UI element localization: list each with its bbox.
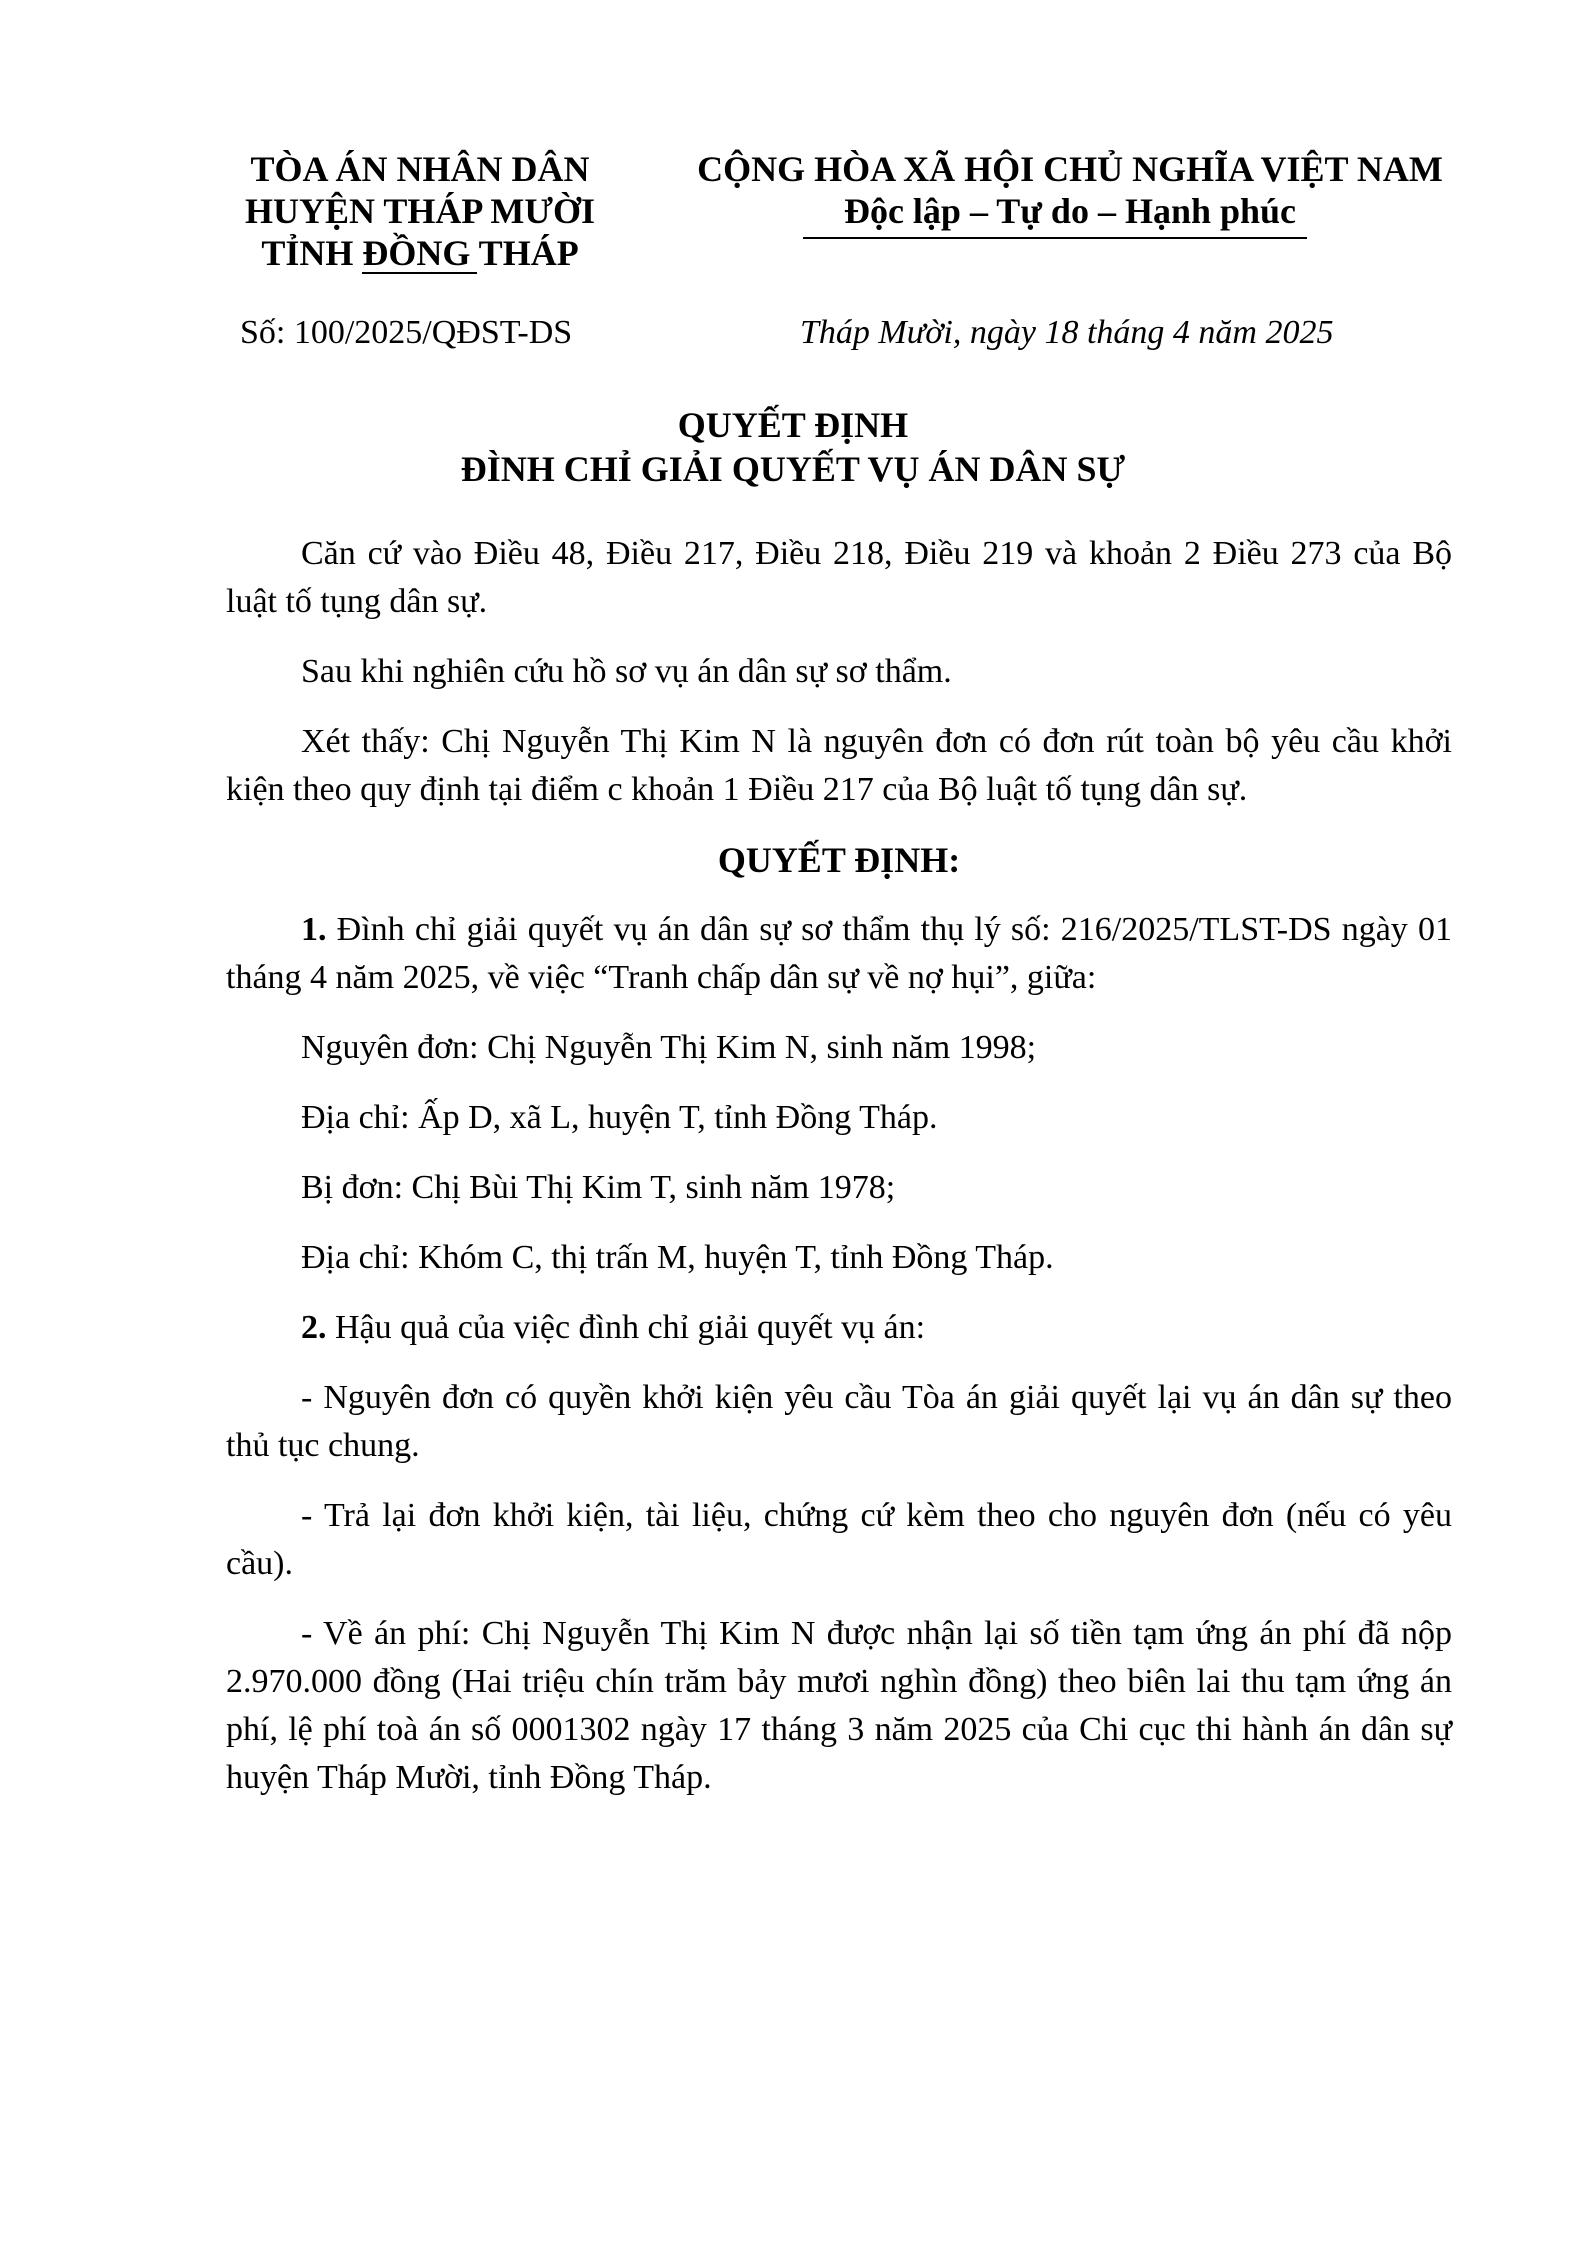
court-name-line2: HUYỆN THÁP MƯỜI <box>244 191 595 231</box>
document-body <box>226 530 1452 1824</box>
motto-underline <box>803 237 1307 239</box>
consequence-2: - Trả lại đơn khởi kiện, tài liệu, chứng cứ kèm theo cho nguyên đơn (nếu có yêu cầu). <box>226 1497 1452 1582</box>
decision-heading: QUYẾT ĐỊNH: <box>717 840 961 880</box>
findings-paragraph: Xét thấy: Chị Nguyễn Thị Kim N là nguyên đơn có đơn rút toàn bộ yêu cầu khởi kiện theo quy định tại điểm c khoản 1 Điều 217 của Bộ luật tố tụng dân sự. <box>226 723 1452 808</box>
national-header <box>690 148 1450 232</box>
decision-item-2 <box>226 1304 1452 1352</box>
document-number: Số: 100/2025/QĐST-DS <box>240 314 573 351</box>
title-line2: ĐÌNH CHỈ GIẢI QUYẾT VỤ ÁN DÂN SỰ <box>460 449 1126 489</box>
item-2-number: 2. <box>301 1309 327 1346</box>
place-date-line: Tháp Mười, ngày 18 tháng 4 năm 2025 <box>800 314 1334 351</box>
plaintiff-address-line: Địa chỉ: Ấp D, xã L, huyện T, tỉnh Đồng Tháp. <box>301 1099 938 1136</box>
item-1-text: Đình chỉ giải quyết vụ án dân sự sơ thẩm thụ lý số: 216/2025/TLST-DS ngày 01 tháng 4 năm 2025, về việc “Tranh chấp dân sự về nợ hụi”, giữa: <box>226 911 1452 996</box>
document-title <box>0 403 1586 491</box>
court-name-underline <box>362 272 477 274</box>
consequence-1: - Nguyên đơn có quyền khởi kiện yêu cầu Tòa án giải quyết lại vụ án dân sự theo thủ tục chung. <box>226 1379 1452 1464</box>
consequence-3: - Về án phí: Chị Nguyễn Thị Kim N được nhận lại số tiền tạm ứng án phí đã nộp 2.970.000 đồng (Hai triệu chín trăm bảy mươi nghìn đồng) theo biên lai thu tạm ứng án phí, lệ phí toà án số 0001302 ngày 17 tháng 3 năm 2025 của Chi cục thi hành án dân sự huyện Tháp Mười, tỉnh Đồng Tháp. <box>226 1615 1452 1796</box>
review-paragraph: Sau khi nghiên cứu hồ sơ vụ án dân sự sơ thẩm. <box>301 653 952 690</box>
decision-item-1 <box>226 906 1452 1002</box>
defendant-line: Bị đơn: Chị Bùi Thị Kim T, sinh năm 1978; <box>301 1169 896 1206</box>
court-name-line1: TÒA ÁN NHÂN DÂN <box>250 149 590 189</box>
item-1-number: 1. <box>301 911 327 948</box>
plaintiff-line: Nguyên đơn: Chị Nguyễn Thị Kim N, sinh năm 1998; <box>301 1029 1037 1066</box>
national-motto: Độc lập – Tự do – Hạnh phúc <box>843 191 1297 231</box>
court-name-header <box>205 148 635 274</box>
court-name-line3: TỈNH ĐỒNG THÁP <box>261 233 579 273</box>
title-line1: QUYẾT ĐỊNH <box>677 405 909 445</box>
national-name: CỘNG HÒA XÃ HỘI CHỦ NGHĨA VIỆT NAM <box>697 149 1443 189</box>
legal-basis-paragraph: Căn cứ vào Điều 48, Điều 217, Điều 218, Điều 219 và khoản 2 Điều 273 của Bộ luật tố tụng dân sự. <box>226 535 1452 620</box>
defendant-address-line: Địa chỉ: Khóm C, thị trấn M, huyện T, tỉnh Đồng Tháp. <box>301 1239 1054 1276</box>
item-2-text: Hậu quả của việc đình chỉ giải quyết vụ án: <box>326 1309 926 1346</box>
